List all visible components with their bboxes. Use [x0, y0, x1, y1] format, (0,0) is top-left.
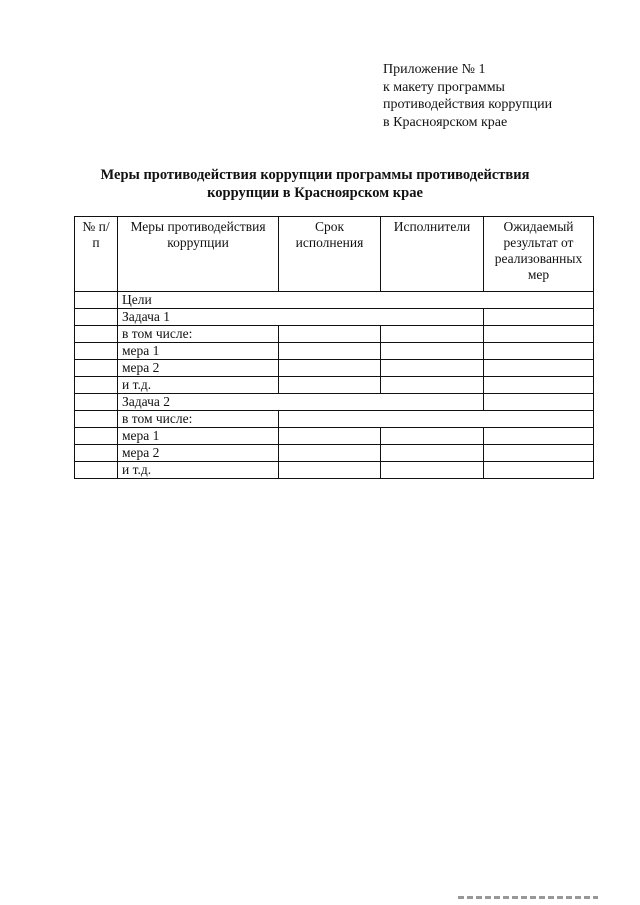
table-row: [75, 326, 594, 343]
result-cell: [484, 377, 594, 394]
header-num: № п/п: [75, 217, 118, 292]
executors-cell: [381, 343, 484, 360]
table-row: [75, 411, 594, 428]
measure-cell: мера 1: [118, 343, 279, 360]
executors-cell: [381, 326, 484, 343]
appendix-line: противодействия коррупции: [383, 97, 553, 112]
result-cell: [484, 445, 594, 462]
num-cell: [75, 394, 118, 411]
num-cell: [75, 445, 118, 462]
num-cell: [75, 377, 118, 394]
num-cell: [75, 411, 118, 428]
term-cell: [279, 326, 381, 343]
goals-cell: Цели: [118, 292, 594, 309]
num-cell: [75, 360, 118, 377]
table-row: [75, 428, 594, 445]
num-cell: [75, 309, 118, 326]
result-cell: [484, 326, 594, 343]
table-row: [75, 360, 594, 377]
task-cell: Задача 2: [118, 394, 484, 411]
executors-cell: [381, 428, 484, 445]
term-executors-result-cell: [279, 411, 594, 428]
table-row: [75, 462, 594, 479]
table-row: [75, 309, 594, 326]
header-measures: Меры противодействия коррупции: [118, 217, 279, 292]
table-row: [75, 292, 594, 309]
title-line: коррупции в Красноярском крае: [207, 185, 423, 201]
term-cell: [279, 445, 381, 462]
result-cell: [484, 309, 594, 326]
measure-cell: в том числе:: [118, 411, 279, 428]
document-title: [80, 166, 550, 202]
term-cell: [279, 462, 381, 479]
table-row: [75, 445, 594, 462]
table-header-row: [75, 217, 594, 292]
measure-cell: и т.д.: [118, 462, 279, 479]
result-cell: [484, 360, 594, 377]
executors-cell: [381, 462, 484, 479]
measures-table: [74, 216, 594, 479]
result-cell: [484, 462, 594, 479]
result-cell: [484, 428, 594, 445]
executors-cell: [381, 377, 484, 394]
task-cell: Задача 1: [118, 309, 484, 326]
measure-cell: в том числе:: [118, 326, 279, 343]
term-cell: [279, 360, 381, 377]
table-row: [75, 394, 594, 411]
measure-cell: и т.д.: [118, 377, 279, 394]
header-result: Ожидаемый результат от реализованных мер: [484, 217, 594, 292]
num-cell: [75, 326, 118, 343]
executors-cell: [381, 445, 484, 462]
term-cell: [279, 428, 381, 445]
term-cell: [279, 343, 381, 360]
scan-artifact-line: [458, 896, 598, 899]
measure-cell: мера 2: [118, 445, 279, 462]
measure-cell: мера 2: [118, 360, 279, 377]
appendix-line: Приложение № 1: [383, 62, 486, 77]
title-line: Меры противодействия коррупции программы противодействия: [100, 167, 530, 183]
num-cell: [75, 428, 118, 445]
appendix-note: [383, 61, 552, 131]
table-row: [75, 343, 594, 360]
header-term: Срок исполнения: [279, 217, 381, 292]
executors-cell: [381, 360, 484, 377]
num-cell: [75, 292, 118, 309]
num-cell: [75, 343, 118, 360]
table-row: [75, 377, 594, 394]
header-executors: Исполнители: [381, 217, 484, 292]
num-cell: [75, 462, 118, 479]
result-cell: [484, 394, 594, 411]
result-cell: [484, 343, 594, 360]
term-cell: [279, 377, 381, 394]
appendix-line: в Красноярском крае: [383, 114, 508, 130]
appendix-line: к макету программы: [383, 79, 505, 95]
measure-cell: мера 1: [118, 428, 279, 445]
